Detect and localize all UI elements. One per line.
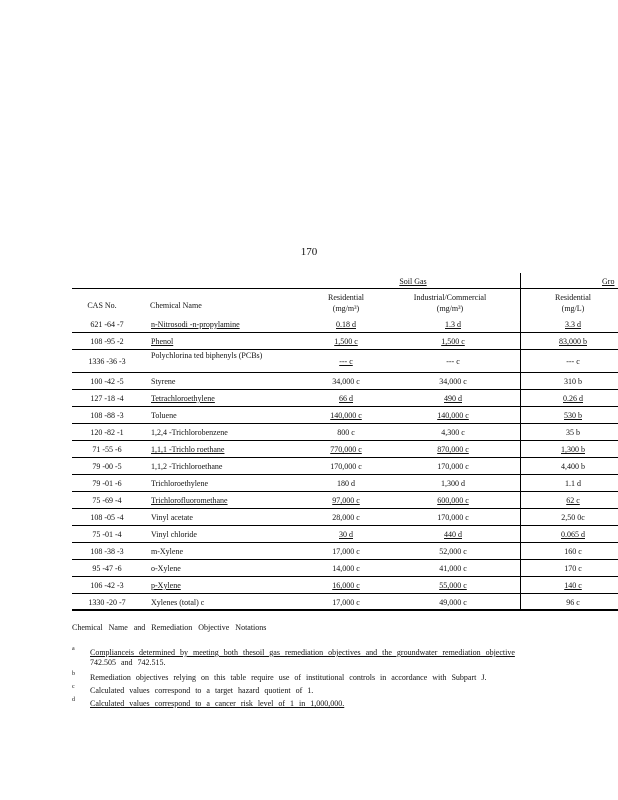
residential-value: 97,000 c: [332, 496, 360, 505]
cas-cell: 100 -42 -5: [90, 377, 124, 386]
chemical-name-cell: Polychlorina ted biphenyls (PCBs): [151, 351, 263, 360]
table-row: [72, 424, 618, 441]
residential-unit: (mg/m³): [332, 304, 360, 313]
groundwater-value: --- c: [566, 357, 580, 366]
cas-cell: 108 -95 -2: [90, 337, 124, 346]
industrial-value: 41,000 c: [439, 564, 467, 573]
groundwater-value: 530 b: [564, 411, 582, 420]
residential-value: 28,000 c: [332, 513, 360, 522]
industrial-value: 600,000 c: [437, 496, 469, 505]
groundwater-value: 96 c: [566, 598, 580, 607]
cas-column-header: CAS No.: [87, 301, 117, 310]
cas-cell: 79 -01 -6: [92, 479, 122, 488]
residential-column-header: [318, 292, 374, 314]
groundwater-value: 160 c: [564, 547, 582, 556]
residential-value: 140,000 c: [330, 411, 362, 420]
cas-cell: 1336 -36 -3: [88, 357, 126, 366]
groundwater-value: 310 b: [564, 377, 582, 386]
table-row: [72, 509, 618, 526]
table-row: [72, 350, 618, 373]
table-row: [72, 492, 618, 509]
industrial-value: 52,000 c: [439, 547, 467, 556]
groundwater-value: 1,300 b: [561, 445, 585, 454]
groundwater-value: 2,50 0c: [561, 513, 585, 522]
chemical-name-cell: o-Xylene: [151, 564, 181, 573]
industrial-value: 49,000 c: [439, 598, 467, 607]
table-row: [72, 407, 618, 424]
note-text: Calculated values correspond to a cancer risk level of 1 in 1,000,000.: [90, 699, 345, 708]
industrial-value: 870,000 c: [437, 445, 469, 454]
industrial-column-header: [403, 292, 497, 314]
chemical-name-cell: Phenol: [151, 337, 174, 346]
chemical-name-cell: Toluene: [151, 411, 177, 420]
table-bottom-rule: [72, 609, 618, 610]
table-row: [72, 373, 618, 390]
groundwater-value: 0.065 d: [561, 530, 585, 539]
residential-value: 17,000 c: [332, 547, 360, 556]
residential-value: 17,000 c: [332, 598, 360, 607]
chemical-name-cell: m-Xylene: [151, 547, 183, 556]
chemical-name-cell: p-Xylene: [151, 581, 181, 590]
note-text: Calculated values correspond to a target hazard quotient of 1.: [90, 686, 314, 695]
cas-cell: 75 -01 -4: [92, 530, 122, 539]
cas-cell: 106 -42 -3: [90, 581, 124, 590]
note-mark: d: [72, 697, 75, 703]
cas-cell: 108 -38 -3: [90, 547, 124, 556]
chemical-name-cell: 1,1,1 -Trichlo roethane: [151, 445, 225, 454]
industrial-label: Industrial/Commercial: [413, 293, 487, 302]
groundwater-value: 3.3 d: [565, 320, 581, 329]
table-row: [72, 526, 618, 543]
residential-value: 14,000 c: [332, 564, 360, 573]
table-row: [72, 577, 618, 594]
gw-residential-label: Residential: [555, 293, 591, 302]
cas-cell: 79 -00 -5: [92, 462, 122, 471]
residential-value: 66 d: [339, 394, 353, 403]
note-text: Complianceis determined by meeting both thesoil gas remediation objectives and the groundwater remediation objective: [90, 648, 515, 657]
cas-cell: 75 -69 -4: [92, 496, 122, 505]
cas-cell: 127 -18 -4: [90, 394, 124, 403]
chemical-name-cell: Tetrachloroethylene: [151, 394, 215, 403]
groundwater-value: 35 b: [566, 428, 580, 437]
table-row: [72, 560, 618, 577]
industrial-value: 140,000 c: [437, 411, 469, 420]
industrial-value: 170,000 c: [437, 462, 469, 471]
table-row: [72, 458, 618, 475]
chemical-name-cell: Vinyl acetate: [151, 513, 193, 522]
groundwater-residential-column-header: [545, 292, 601, 314]
chemical-name-cell: 1,1,2 -Trichloroethane: [151, 462, 223, 471]
chemical-name-cell: n-Nitrosodi -n-propylamine: [151, 320, 240, 329]
cas-cell: 108 -88 -3: [90, 411, 124, 420]
residential-value: 0.18 d: [336, 320, 356, 329]
table-row: [72, 316, 618, 333]
residential-value: 1,500 c: [334, 337, 358, 346]
groundwater-value: 83,000 b: [559, 337, 587, 346]
groundwater-value: 4,400 b: [561, 462, 585, 471]
cas-cell: 120 -82 -1: [90, 428, 124, 437]
table-row: [72, 333, 618, 350]
groundwater-value: 0.26 d: [563, 394, 583, 403]
chemical-name-column-header: Chemical Name: [150, 301, 202, 310]
groundwater-value: 1.1 d: [565, 479, 581, 488]
residential-value: --- c: [339, 357, 353, 366]
cas-cell: 621 -64 -7: [90, 320, 124, 329]
note-text-continued: 742.505 and 742.515.: [90, 658, 166, 667]
chemical-name-cell: Vinyl chloride: [151, 530, 197, 539]
groundwater-value: 170 c: [564, 564, 582, 573]
table-row: [72, 475, 618, 492]
cas-cell: 108 -05 -4: [90, 513, 124, 522]
cas-cell: 95 -47 -6: [92, 564, 122, 573]
residential-value: 800 c: [337, 428, 355, 437]
note-mark: b: [72, 671, 75, 677]
industrial-value: 1,300 d: [441, 479, 465, 488]
gw-unit: (mg/L): [561, 304, 585, 313]
residential-value: 170,000 c: [330, 462, 362, 471]
table-row: [72, 390, 618, 407]
residential-value: 180 d: [337, 479, 355, 488]
industrial-value: 1.3 d: [445, 320, 461, 329]
industrial-value: 55,000 c: [439, 581, 467, 590]
chemical-name-cell: Trichlorofluoromethane: [151, 496, 228, 505]
residential-value: 770,000 c: [330, 445, 362, 454]
note-mark: c: [72, 684, 75, 690]
chemical-name-cell: Xylenes (total) c: [151, 598, 205, 607]
cas-cell: 71 -55 -6: [92, 445, 122, 454]
residential-label: Residential: [328, 293, 364, 302]
header-rule: [72, 288, 618, 289]
industrial-value: 1,500 c: [441, 337, 465, 346]
note-text: Remediation objectives relying on this table require use of institutional controls in accordance with Subpart J.: [90, 673, 487, 682]
chemical-name-cell: Trichloroethylene: [151, 479, 209, 488]
groundwater-value: 140 c: [564, 581, 582, 590]
residential-value: 34,000 c: [332, 377, 360, 386]
industrial-value: 4,300 c: [441, 428, 465, 437]
page-number: 170: [300, 246, 318, 258]
soil-gas-header: Soil Gas: [399, 277, 427, 286]
residential-value: 16,000 c: [332, 581, 360, 590]
cas-cell: 1330 -20 -7: [88, 598, 126, 607]
industrial-value: --- c: [446, 357, 460, 366]
chemical-name-cell: Styrene: [151, 377, 176, 386]
industrial-value: 490 d: [444, 394, 462, 403]
industrial-unit: (mg/m³): [436, 304, 464, 313]
table-row: [72, 543, 618, 560]
industrial-value: 440 d: [444, 530, 462, 539]
table-row: [72, 441, 618, 458]
notations-title: Chemical Name and Remediation Objective Notations: [72, 623, 267, 632]
groundwater-header: Gro: [602, 277, 615, 286]
chemical-name-cell: 1,2,4 -Trichlorobenzene: [151, 428, 228, 437]
groundwater-value: 62 c: [566, 496, 580, 505]
note-mark: a: [72, 646, 75, 652]
industrial-value: 34,000 c: [439, 377, 467, 386]
residential-value: 30 d: [339, 530, 353, 539]
industrial-value: 170,000 c: [437, 513, 469, 522]
